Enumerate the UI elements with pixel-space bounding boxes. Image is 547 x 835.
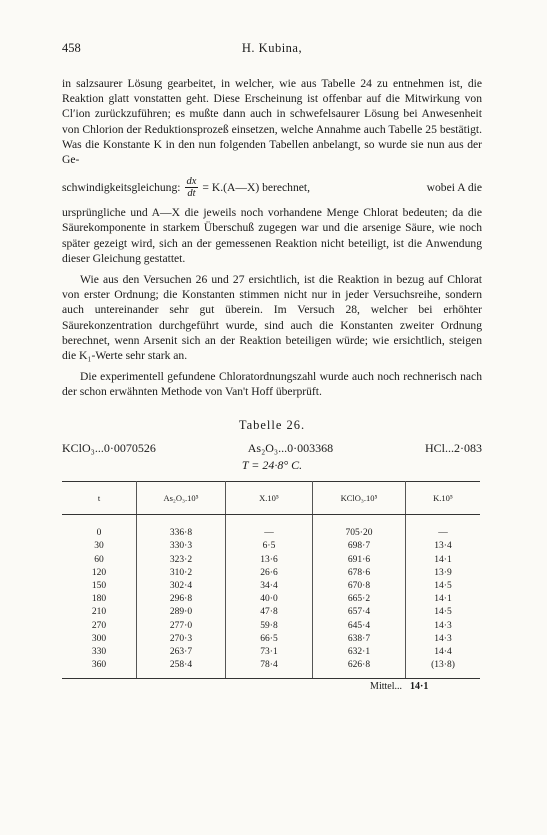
paragraph-4: Die experimentell gefundene Chloratordnungszahl wurde auch noch rechnerisch nach der schon erwähnten Methode von Van't Hoff überprüft.: [62, 370, 482, 399]
formula-rest: [202, 181, 482, 194]
table-cell: 336·8: [137, 527, 226, 540]
spacer-cell: [226, 514, 313, 527]
paragraph-2: ursprüngliche und A—X die jeweils noch vorhandene Menge Chlorat bedeuten; da die Säurekomponente in starkem Überschuß zugegen war und die arsenige Säure, wie noch später gezeigt wird, sich an der gemessenen Reaktion nicht beteiligt, ist die Anwendung dieser Gleichung gestattet.: [62, 206, 482, 265]
table-cell: 120: [62, 566, 137, 579]
page-header: [62, 38, 482, 58]
table-cell: 632·1: [313, 645, 406, 658]
table-row: [62, 632, 480, 645]
condition-hcl: HCl...2·083: [424, 440, 482, 455]
table-row: [62, 593, 480, 606]
table-cell: 210: [62, 606, 137, 619]
table-cell: 66·5: [226, 632, 313, 645]
table-cell: 302·4: [137, 579, 226, 592]
table-cell: 34·4: [226, 579, 313, 592]
table-cell: 30: [62, 540, 137, 553]
fraction-denominator: dt: [187, 187, 196, 199]
table-header-row: [62, 481, 480, 514]
mean-row: [62, 681, 480, 692]
end-cell: [406, 672, 481, 679]
table-cell: 300: [62, 632, 137, 645]
page-number: 458: [62, 40, 81, 55]
page: [62, 38, 482, 692]
table-cell: 323·2: [137, 553, 226, 566]
running-head: H. Kubina,: [241, 40, 303, 55]
table-row: [62, 645, 480, 658]
table-cell: 270·3: [137, 632, 226, 645]
table-cell: 678·6: [313, 566, 406, 579]
table-cell: 258·4: [137, 659, 226, 672]
table-cell: 638·7: [313, 632, 406, 645]
table-cell: 78·4: [226, 659, 313, 672]
table-cell: 26·6: [226, 566, 313, 579]
table-cell: 59·8: [226, 619, 313, 632]
table-row: [62, 566, 480, 579]
table-cell: 665·2: [313, 593, 406, 606]
table-title: Tabelle 26.: [238, 417, 306, 432]
table-cell: 14·1: [434, 594, 452, 605]
fraction-numerator: dx: [186, 175, 197, 187]
end-cell: [137, 672, 226, 679]
table-cell: 277·0: [137, 619, 226, 632]
table-cell: 657·4: [313, 606, 406, 619]
spacer-cell: [406, 514, 481, 527]
table-cell: 626·8: [313, 659, 406, 672]
table-cell: 60: [62, 553, 137, 566]
formula-prefix: schwindigkeitsgleichung:: [62, 180, 181, 194]
table-row: [62, 606, 480, 619]
formula-equation: = K.(A—X) berechnet,: [202, 180, 311, 194]
table-row: [62, 553, 480, 566]
table-row: [62, 540, 480, 553]
col-header-as2o3: As₂O₃.10⁵: [137, 481, 226, 514]
condition-as2o3: As₂O₃...0·003368: [247, 440, 334, 455]
table-cell: 645·4: [313, 619, 406, 632]
end-cell: [313, 672, 406, 679]
table-cell: 180: [62, 593, 137, 606]
table-cell: 360: [62, 659, 137, 672]
spacer-cell: [313, 514, 406, 527]
table-cell: 14·5: [434, 581, 452, 591]
table-row: [62, 619, 480, 632]
table-spacer-row: [62, 514, 480, 527]
data-table: [62, 481, 480, 679]
spacer-cell: [62, 514, 137, 527]
col-header-kclo3: KClO₃.10⁵: [313, 481, 406, 514]
col-header-t: t: [62, 481, 137, 514]
table-row: [62, 659, 480, 672]
table-cell: —: [438, 528, 448, 539]
table-cell: 698·7: [313, 540, 406, 553]
col-header-k: K.10⁵: [406, 481, 481, 514]
table-cell: 289·0: [137, 606, 226, 619]
table-cell: 13·6: [226, 553, 313, 566]
table-cell: 150: [62, 579, 137, 592]
table-cell: 691·6: [313, 553, 406, 566]
table-cell: 670·8: [313, 579, 406, 592]
table-conditions: [62, 441, 482, 456]
table-cell: 14·1: [434, 554, 452, 565]
table-cell: 14·4: [434, 646, 452, 657]
end-cell: [62, 672, 137, 679]
table-cell: 14·3: [434, 620, 452, 631]
paragraph-1: in salzsaurer Lösung gearbeitet, in welcher, wie aus Tabelle 24 zu entnehmen ist, die Reaktion glatt vonstatten geht. Diese Erscheinung ist offenbar auf die Mitwirkung von Cl′ion zurückzuführen; es mußte dann auch in schwefelsaurer Lösung bei Anwesenheit von Chlorion der Reduktionsprozeß einsetzen, welche Annahme auch Tabelle 25 bestätigt. Was die Konstante K in den nun folgenden Tabellen anbelangt, so wurde sie nun aus der Ge-: [62, 77, 482, 167]
table-cell: 47·8: [226, 606, 313, 619]
table-cell: 705·20: [313, 527, 406, 540]
formula-suffix: wobei A die: [426, 180, 482, 194]
condition-kclo3: KClO₃...0·0070526: [62, 440, 156, 455]
mean-value: 14·1: [410, 680, 429, 692]
table-cell: 14·5: [434, 607, 452, 618]
table-cell: 73·1: [226, 645, 313, 658]
spacer-cell: [137, 514, 226, 527]
table-cell: 310·2: [137, 566, 226, 579]
end-cell: [226, 672, 313, 679]
table-cell: 14·3: [434, 633, 452, 644]
paragraph-3: Wie aus den Versuchen 26 und 27 ersichtlich, ist die Reaktion in bezug auf Chlorat von erster Ordnung; die Konstanten stimmen nicht nur in jeder Versuchsreihe, sondern auch untereinander sehr gut überein. Im Versuch 28, welcher bei erhöhter Säurekonzentration durchgeführt wurde, sind auch die Konstanten zweiter Ordnung berechnet, wenn Arsenit sich an der Reaktion beteiligen würde; wie ersichtlich, steigen die K₁-Werte sehr stark an.: [62, 273, 482, 363]
table-cell: 13·4: [434, 541, 452, 552]
fraction: [185, 176, 199, 199]
col-header-x: X.10⁵: [226, 481, 313, 514]
table-row: [62, 527, 480, 540]
table-cell: 330·3: [137, 540, 226, 553]
table-cell: 6·5: [226, 540, 313, 553]
table-cell: 0: [62, 527, 137, 540]
table-row: [62, 579, 480, 592]
table-cell: —: [226, 527, 313, 540]
table-cell: (13·8): [431, 660, 455, 671]
table-cell: 270: [62, 619, 137, 632]
table-temperature: T = 24·8° C.: [241, 457, 303, 472]
table-cell: 13·9: [434, 567, 452, 578]
formula-line: [62, 169, 482, 205]
table-body: [62, 514, 480, 678]
table-end-row: [62, 672, 480, 679]
table-cell: 296·8: [137, 593, 226, 606]
table-cell: 330: [62, 645, 137, 658]
mean-label: Mittel...: [370, 680, 402, 692]
table-cell: 40·0: [226, 593, 313, 606]
table-cell: 263·7: [137, 645, 226, 658]
